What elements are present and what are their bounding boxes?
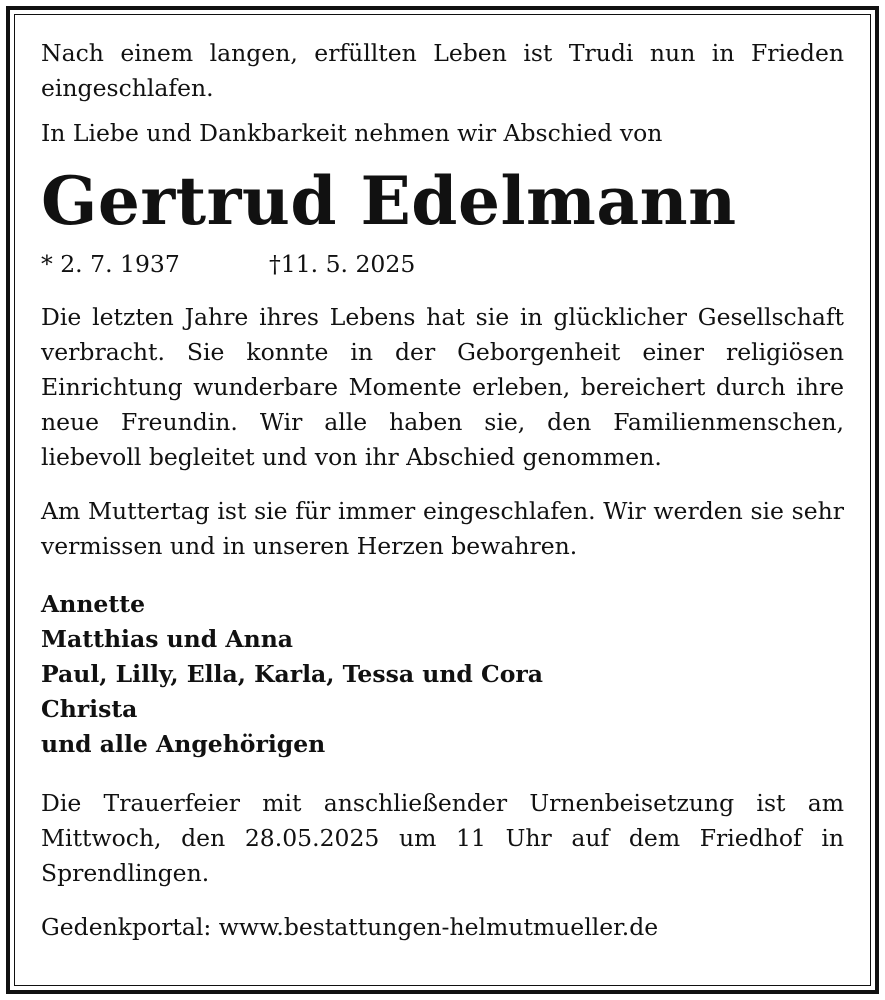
signer-name: Christa [41, 695, 138, 723]
deceased-name: Gertrud Edelmann [41, 162, 737, 240]
obituary-notice [41, 36, 844, 945]
life-paragraph: Die letzten Jahre ihres Lebens hat sie in glücklicher Gesellschaft verbracht. Sie konnte in der Geborgenheit einer religiösen Einrichtung wunderbare Momente erleben, bereichert durch ihre neue Freundin. Wir alle haben sie, den Familienmenschen, liebevoll begleitet und von ihr Abschied genommen. [41, 303, 844, 471]
signer-name: und alle Angehörigen [41, 730, 326, 758]
memorial-portal: Gedenkportal: www.bestattungen-helmutmueller.de [41, 913, 659, 941]
funeral-info: Die Trauerfeier mit anschließender Urnenbeisetzung ist am Mittwoch, den 28.05.2025 um 11 Uhr auf dem Friedhof in Sprendlingen. [41, 789, 844, 887]
signer-name: Matthias und Anna [41, 625, 294, 653]
signer-name: Paul, Lilly, Ella, Karla, Tessa und Cora [41, 660, 544, 688]
signers-list [41, 587, 844, 762]
signer-name: Annette [41, 590, 146, 618]
farewell-line: In Liebe und Dankbarkeit nehmen wir Abschied von [41, 119, 663, 147]
life-dates [41, 247, 844, 282]
birth-date: * 2. 7. 1937 [41, 250, 180, 278]
intro-text: Nach einem langen, erfüllten Leben ist Trudi nun in Frieden eingeschlafen. [41, 39, 844, 102]
mothers-day-paragraph: Am Muttertag ist sie für immer eingeschlafen. Wir werden sie sehr vermissen und in unseren Herzen bewahren. [41, 497, 844, 560]
death-date: †11. 5. 2025 [269, 250, 416, 278]
